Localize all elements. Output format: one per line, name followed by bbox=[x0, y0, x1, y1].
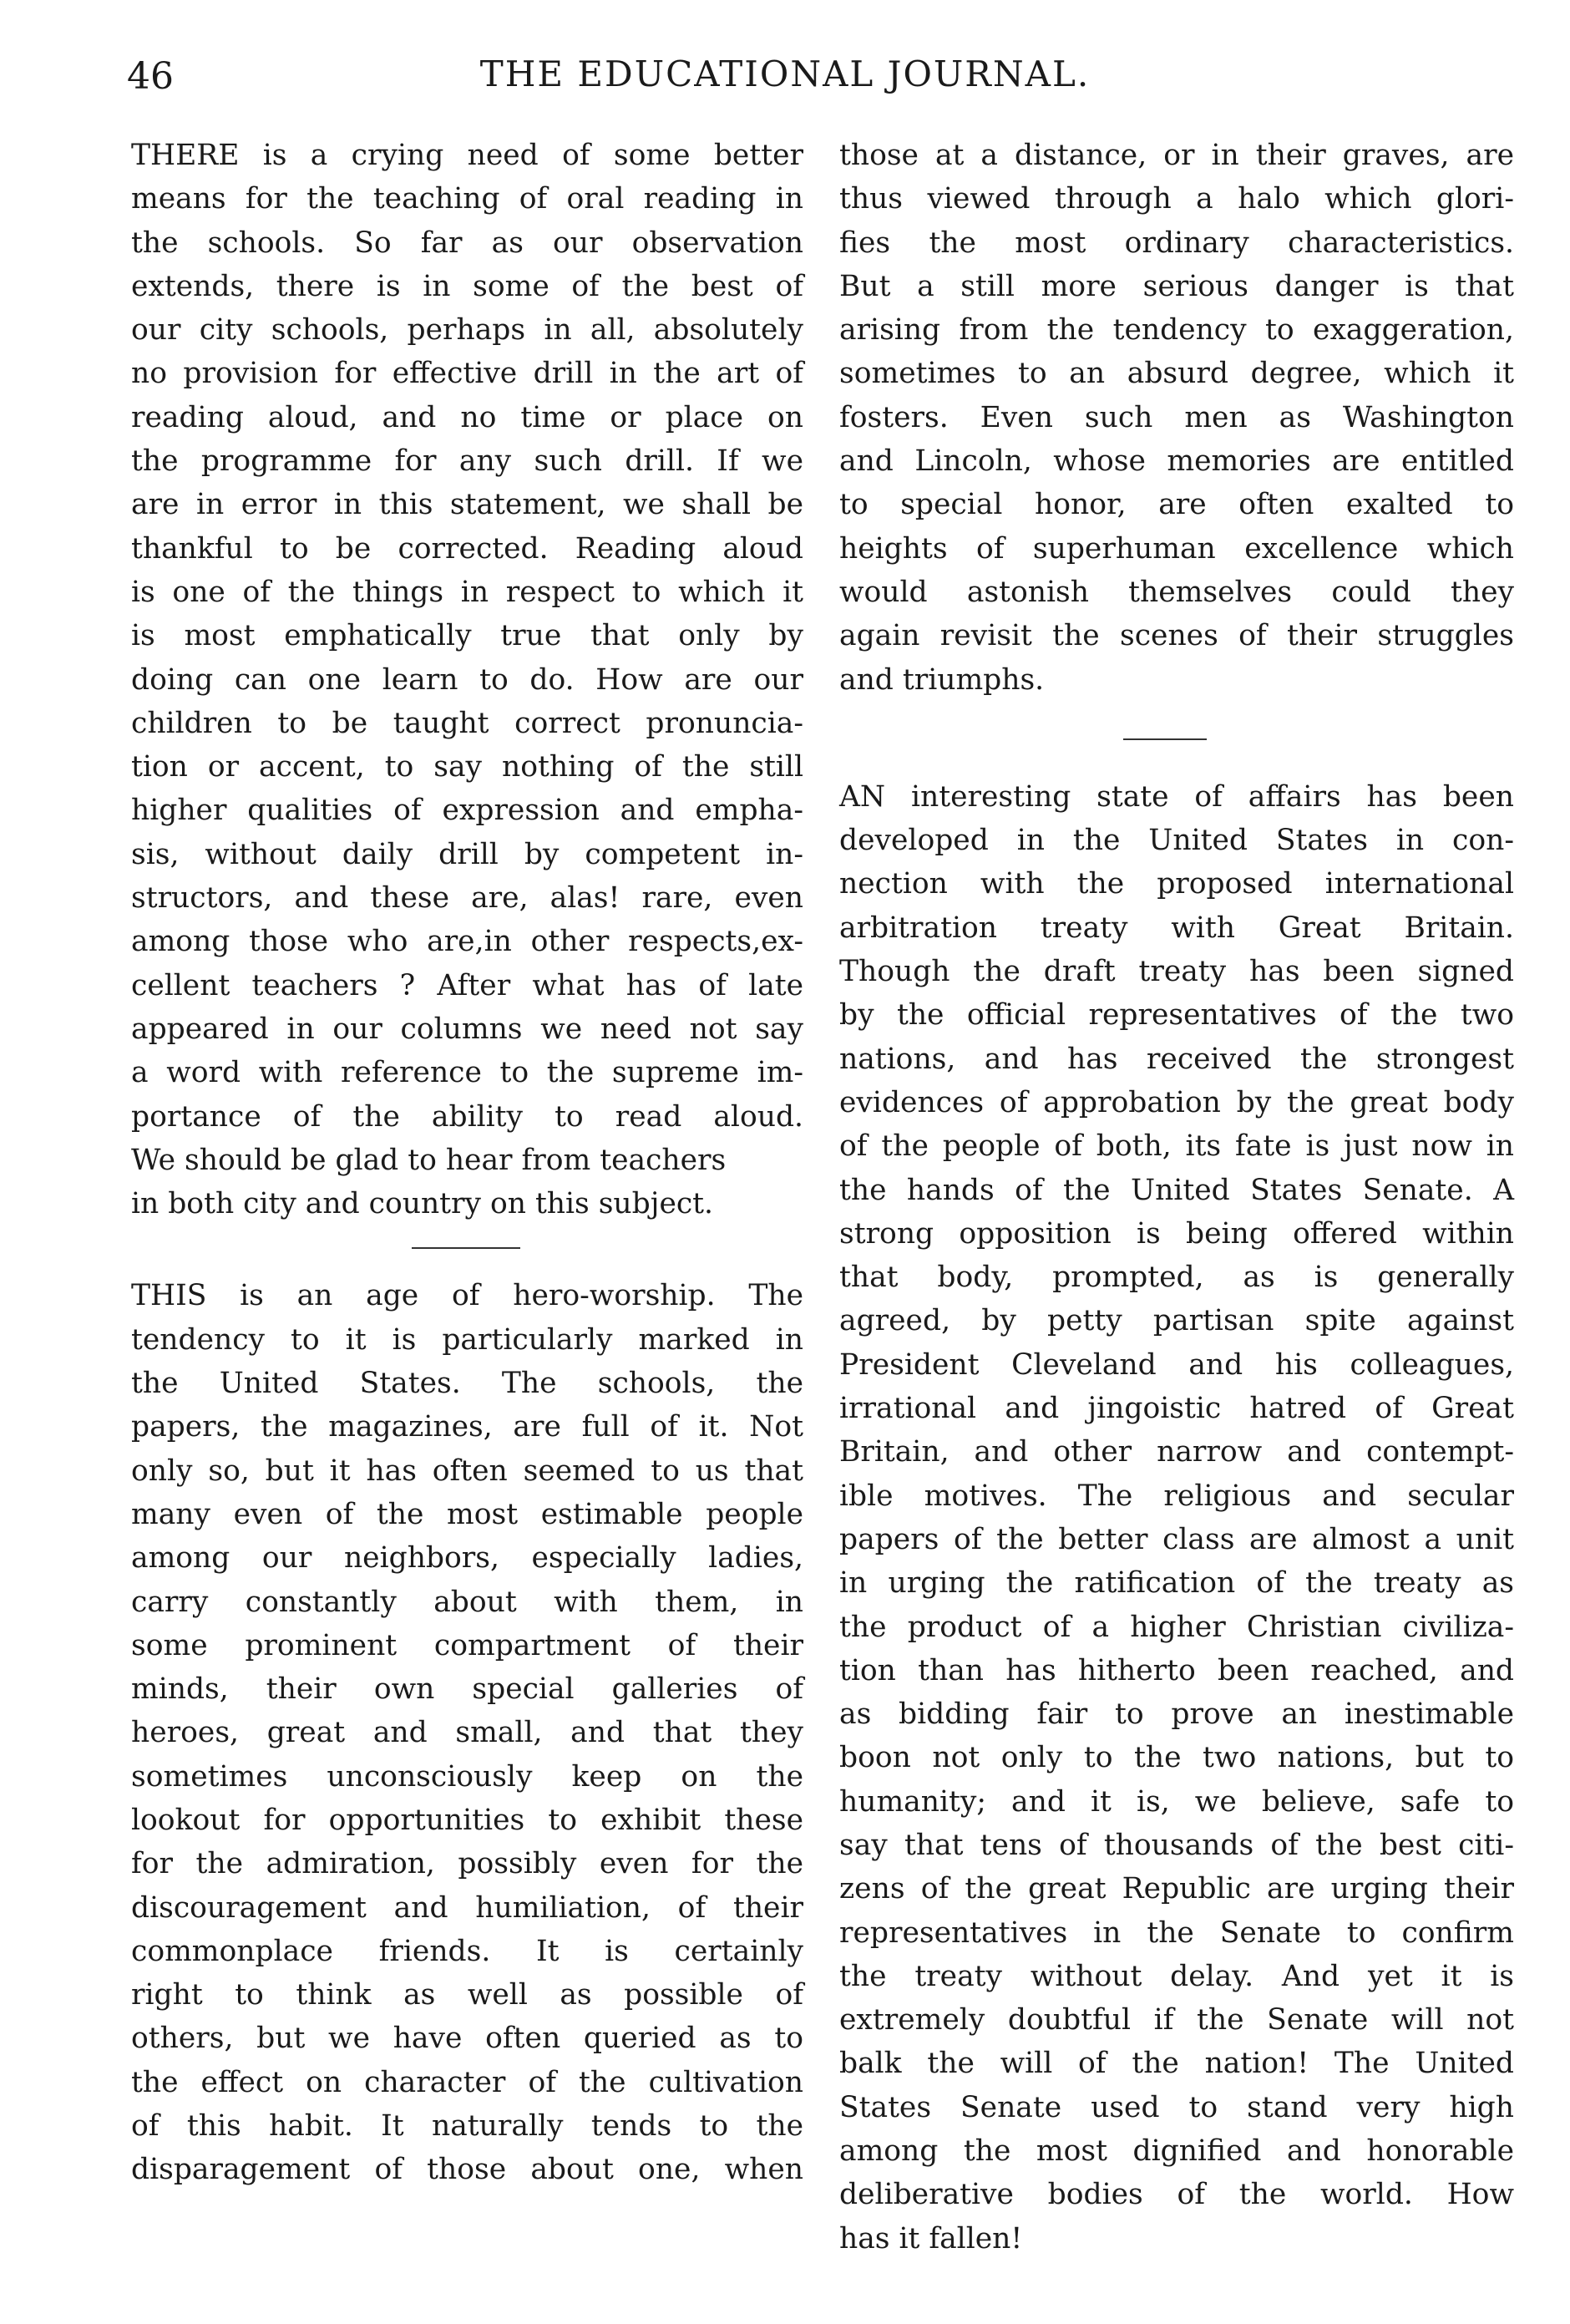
text-line: structors, and these are, alas! rare, even bbox=[131, 881, 803, 916]
text-line: AN interesting state of affairs has been bbox=[839, 779, 1514, 814]
text-line: some prominent compartment of their bbox=[131, 1628, 803, 1662]
text-line: agreed, by petty partisan spite against bbox=[839, 1304, 1514, 1338]
text-line: tion or accent, to say nothing of the still bbox=[131, 750, 803, 784]
text-line: heroes, great and small, and that they bbox=[131, 1716, 803, 1750]
text-line: nations, and has received the strongest bbox=[839, 1042, 1514, 1076]
text-line: doing can one learn to do. How are our bbox=[131, 662, 803, 697]
text-line: nection with the proposed international bbox=[839, 867, 1514, 901]
text-line: that body, prompted, as is generally bbox=[839, 1261, 1514, 1295]
text-line: the effect on character of the cultivation bbox=[131, 2065, 803, 2099]
section-separator bbox=[131, 1225, 803, 1274]
text-line: arising from the tendency to exaggeration, bbox=[839, 313, 1514, 348]
text-line: tendency to it is particularly marked in bbox=[131, 1322, 803, 1357]
text-line: papers of the better class are almost a unit bbox=[839, 1522, 1514, 1556]
text-line: cellent teachers ? After what has of late bbox=[131, 968, 803, 1002]
text-line: sis, without daily drill by competent in- bbox=[131, 837, 803, 871]
text-line: for the admiration, possibly even for the bbox=[131, 1847, 803, 1881]
text-line: among those who are,in other respects,ex- bbox=[131, 925, 803, 959]
text-line: and Lincoln, whose memories are entitled bbox=[839, 444, 1514, 479]
text-line: the product of a higher Christian civiliza- bbox=[839, 1610, 1514, 1644]
text-line: as bidding fair to prove an inestimable bbox=[839, 1697, 1514, 1732]
text-line: means for the teaching of oral reading in bbox=[131, 182, 803, 216]
left-column bbox=[131, 134, 803, 2192]
text-line: among the most dignified and honorable bbox=[839, 2134, 1514, 2169]
text-line: heights of superhuman excellence which bbox=[839, 531, 1514, 566]
text-line: the programme for any such drill. If we bbox=[131, 444, 803, 479]
text-line: to special honor, are often exalted to bbox=[839, 488, 1514, 522]
text-line: higher qualities of expression and empha- bbox=[131, 794, 803, 828]
text-line: right to think as well as possible of bbox=[131, 1978, 803, 2012]
text-line: irrational and jingoistic hatred of Great bbox=[839, 1392, 1514, 1426]
text-line: the United States. The schools, the bbox=[131, 1367, 803, 1401]
text-line: children to be taught correct pronuncia- bbox=[131, 706, 803, 740]
text-line: tion than has hitherto been reached, and bbox=[839, 1653, 1514, 1687]
text-line: our city schools, perhaps in all, absolutely bbox=[131, 313, 803, 348]
text-line: discouragement and humiliation, of their bbox=[131, 1890, 803, 1925]
text-line: thus viewed through a halo which glori- bbox=[839, 182, 1514, 216]
text-line: fosters. Even such men as Washington bbox=[839, 400, 1514, 434]
text-line: are in error in this statement, we shall be bbox=[131, 488, 803, 522]
text-line: many even of the most estimable people bbox=[131, 1497, 803, 1531]
text-line: and triumphs. bbox=[839, 662, 1045, 697]
text-line: representatives in the Senate to confirm bbox=[839, 1916, 1514, 1950]
right-column bbox=[839, 134, 1514, 2261]
text-line: by the official representatives of the two bbox=[839, 998, 1514, 1033]
text-line: We should be glad to hear from teachers bbox=[131, 1143, 727, 1177]
text-line: would astonish themselves could they bbox=[839, 575, 1514, 609]
text-line: balk the will of the nation! The United bbox=[839, 2047, 1514, 2081]
text-line: THERE is a crying need of some better bbox=[131, 139, 803, 172]
text-line: portance of the ability to read aloud. bbox=[131, 1099, 803, 1134]
text-line: developed in the United States in con- bbox=[839, 824, 1514, 858]
text-line: But a still more serious danger is that bbox=[839, 269, 1514, 303]
text-line: extends, there is in some of the best of bbox=[131, 269, 803, 303]
text-line: Though the draft treaty has been signed bbox=[839, 955, 1514, 989]
text-line: of the people of both, its fate is just now in bbox=[839, 1129, 1514, 1164]
page-number: 46 bbox=[127, 55, 174, 98]
text-line: humanity; and it is, we believe, safe to bbox=[839, 1784, 1514, 1819]
text-line: in urging the ratification of the treaty as bbox=[839, 1566, 1514, 1601]
text-line: is most emphatically true that only by bbox=[131, 619, 803, 653]
text-line: only so, but it has often seemed to us that bbox=[131, 1454, 803, 1488]
text-line: in both city and country on this subject. bbox=[131, 1187, 714, 1221]
text-line: papers, the magazines, are full of it. Not bbox=[131, 1410, 803, 1444]
text-line: lookout for opportunities to exhibit these bbox=[131, 1803, 803, 1837]
text-line: States Senate used to stand very high bbox=[839, 2090, 1514, 2124]
text-line: disparagement of those about one, when bbox=[131, 2153, 803, 2187]
text-line: sometimes to an absurd degree, which it bbox=[839, 357, 1514, 391]
text-line: reading aloud, and no time or place on bbox=[131, 400, 803, 434]
editorial-hero-worship bbox=[131, 1274, 803, 2191]
text-line: say that tens of thousands of the best citi- bbox=[839, 1828, 1514, 1862]
editorial-arbitration-treaty bbox=[839, 775, 1514, 2261]
section-separator bbox=[839, 702, 1514, 775]
text-line: those at a distance, or in their graves, are bbox=[839, 139, 1514, 172]
journal-title: THE EDUCATIONAL JOURNAL. bbox=[479, 53, 1091, 94]
text-line: has it fallen! bbox=[839, 2221, 1023, 2255]
text-line: among our neighbors, especially ladies, bbox=[131, 1541, 803, 1576]
text-line: boon not only to the two nations, but to bbox=[839, 1741, 1514, 1775]
text-line: sometimes unconsciously keep on the bbox=[131, 1759, 803, 1794]
text-line: of this habit. It naturally tends to the bbox=[131, 2109, 803, 2144]
text-line: fies the most ordinary characteristics. bbox=[839, 226, 1514, 260]
text-line: ible motives. The religious and secular bbox=[839, 1479, 1514, 1513]
text-line: a word with reference to the supreme im- bbox=[131, 1056, 803, 1090]
text-line: THIS is an age of hero-worship. The bbox=[131, 1279, 803, 1313]
text-line: strong opposition is being offered within bbox=[839, 1216, 1514, 1251]
text-line: arbitration treaty with Great Britain. bbox=[839, 911, 1514, 945]
editorial-oral-reading bbox=[131, 134, 803, 1225]
text-line: minds, their own special galleries of bbox=[131, 1672, 803, 1707]
text-line: zens of the great Republic are urging their bbox=[839, 1872, 1514, 1906]
text-line: is one of the things in respect to which it bbox=[131, 575, 803, 609]
text-line: extremely doubtful if the Senate will not bbox=[839, 2003, 1514, 2037]
text-line: deliberative bodies of the world. How bbox=[839, 2178, 1514, 2212]
text-line: commonplace friends. It is certainly bbox=[131, 1934, 803, 1968]
text-line: again revisit the scenes of their struggles bbox=[839, 619, 1514, 653]
editorial-hero-worship-continued bbox=[839, 134, 1514, 702]
text-line: evidences of approbation by the great body bbox=[839, 1085, 1514, 1119]
text-line: the hands of the United States Senate. A bbox=[839, 1173, 1514, 1207]
text-line: President Cleveland and his colleagues, bbox=[839, 1347, 1514, 1382]
text-line: thankful to be corrected. Reading aloud bbox=[131, 531, 803, 566]
text-line: the schools. So far as our observation bbox=[131, 226, 803, 260]
text-line: the treaty without delay. And yet it is bbox=[839, 1959, 1514, 1993]
text-line: others, but we have often queried as to bbox=[131, 2022, 803, 2056]
text-line: Britain, and other narrow and contempt- bbox=[839, 1435, 1514, 1469]
text-line: carry constantly about with them, in bbox=[131, 1585, 803, 1619]
text-line: no provision for effective drill in the art of bbox=[131, 357, 803, 391]
text-line: appeared in our columns we need not say bbox=[131, 1012, 803, 1046]
